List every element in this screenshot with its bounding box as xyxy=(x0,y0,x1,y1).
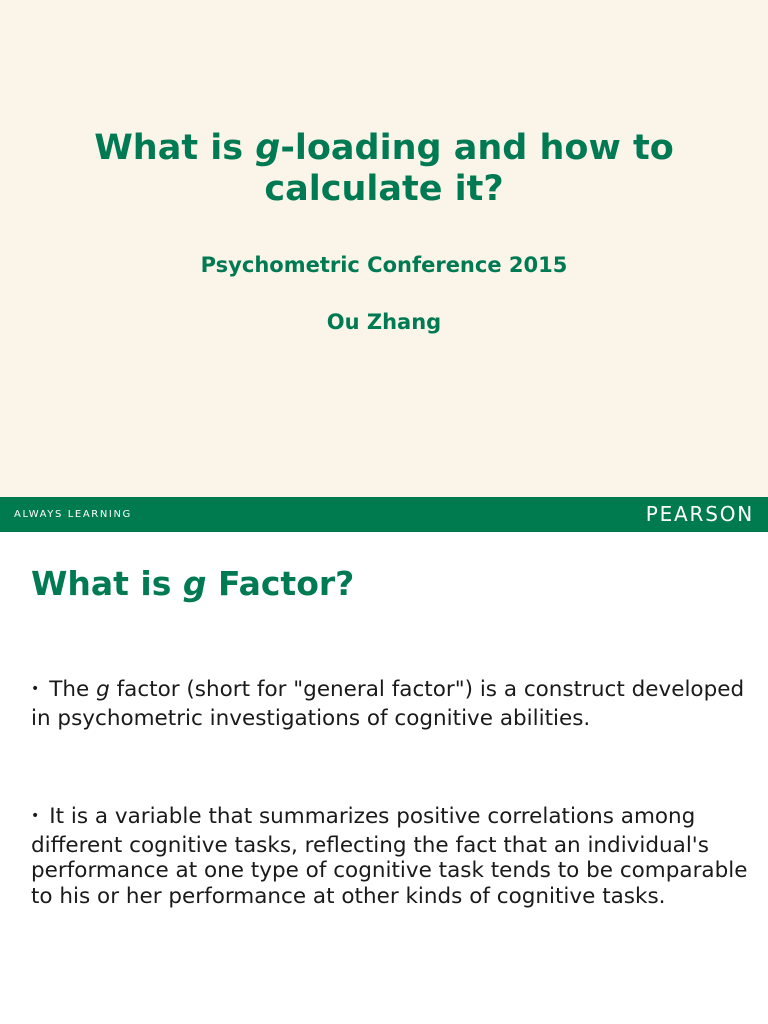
heading-text-part1: What is xyxy=(31,564,183,603)
title-text-line2: calculate it? xyxy=(264,169,504,209)
pearson-logo: PEARSON xyxy=(645,502,754,526)
bullet-italic-g: g xyxy=(96,677,110,702)
title-text-part1: What is xyxy=(94,128,256,168)
slide2-heading xyxy=(31,564,354,604)
bullet-text-before: The xyxy=(49,677,97,702)
tagline: ALWAYS LEARNING xyxy=(14,509,132,520)
bullet-item xyxy=(31,677,751,731)
heading-italic-g: g xyxy=(182,564,207,603)
title-slide xyxy=(0,0,768,497)
conference-subtitle: Psychometric Conference 2015 xyxy=(200,253,568,277)
bullet-item xyxy=(31,804,751,909)
title-italic-g: g xyxy=(255,128,281,168)
bullet-text: It is a variable that summarizes positive correlations among different cognitive tasks, reflecting the fact that an individual's performance at one type of cognitive task tends to be comparable to his or her performance at other kinds of cognitive tasks. xyxy=(31,804,748,909)
content-slide xyxy=(0,532,768,1024)
slide-title xyxy=(0,128,768,210)
bullet-marker: • xyxy=(31,808,40,824)
bullet-marker: • xyxy=(31,681,40,697)
author-name: Ou Zhang xyxy=(326,310,442,334)
title-text-part2: -loading and how to xyxy=(280,128,674,168)
footer-band xyxy=(0,497,768,532)
bullet-text-after: factor (short for "general factor") is a construct developed in psychometric investigations of cognitive abilities. xyxy=(31,677,745,731)
heading-text-part2: Factor? xyxy=(206,564,355,603)
